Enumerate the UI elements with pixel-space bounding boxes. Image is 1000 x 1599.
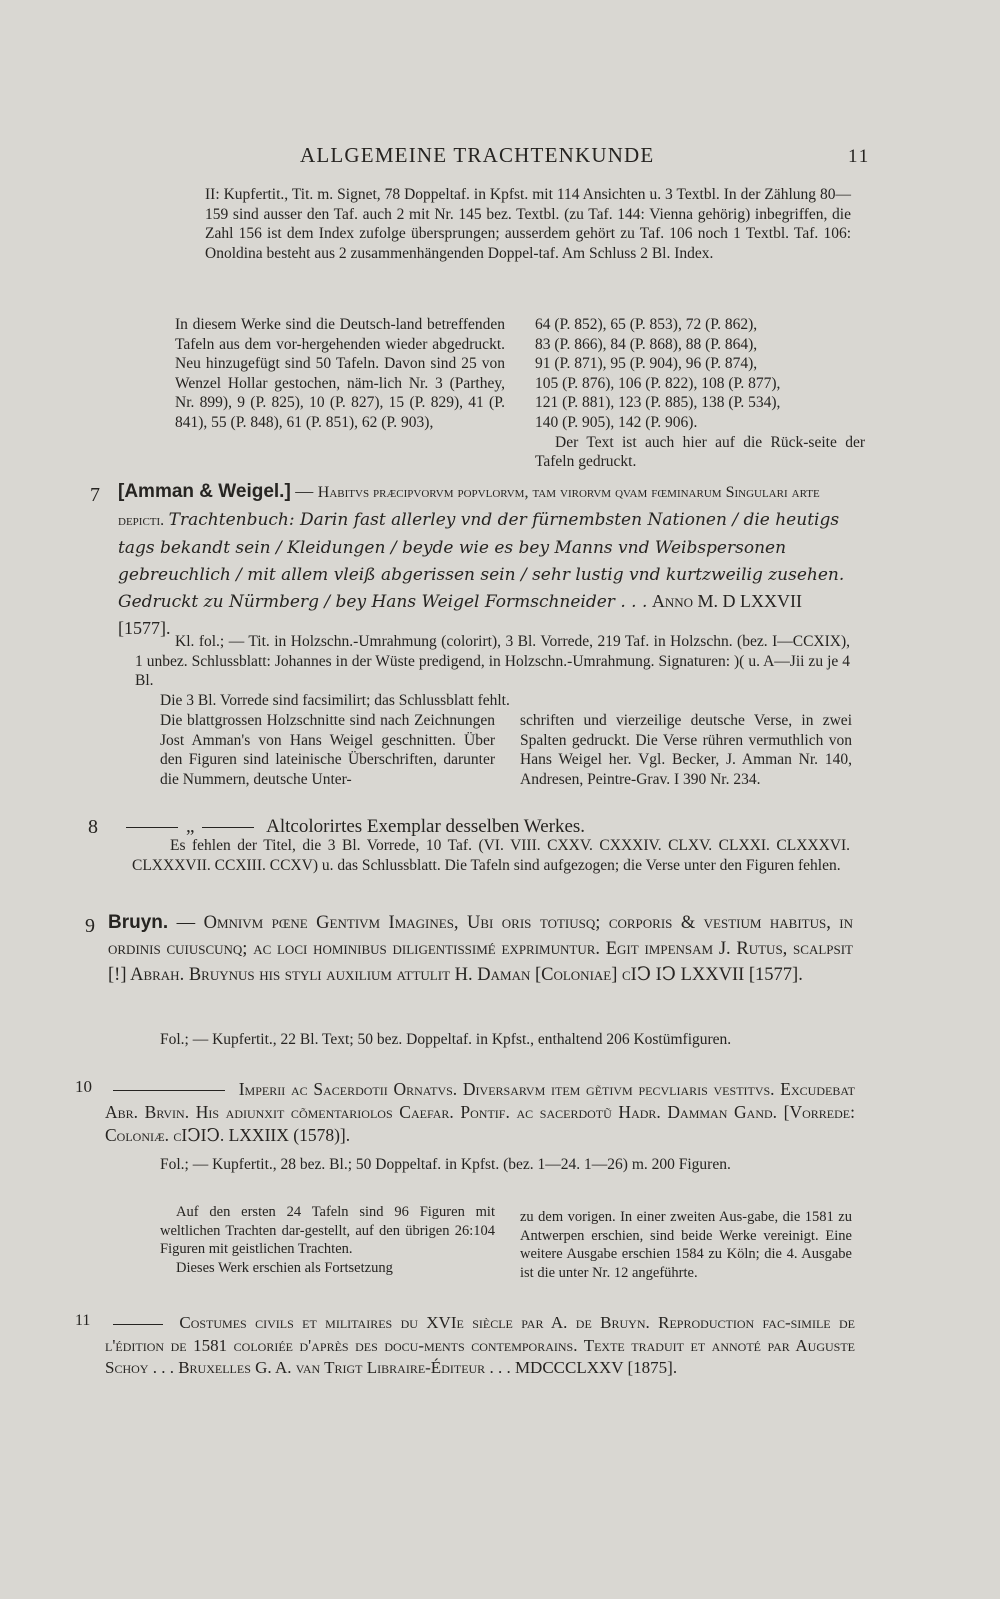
carryover-right-tail: Der Text ist auch hier auf die Rück-seite der Tafeln gedruckt. bbox=[535, 433, 865, 471]
entry-number: 7 bbox=[90, 484, 100, 506]
dash: — bbox=[176, 913, 196, 933]
entry-number: 10 bbox=[75, 1077, 92, 1096]
entry-number: 9 bbox=[85, 915, 95, 937]
entry-10-right-column: zu dem vorigen. In einer zweiten Aus-gabe, die 1581 zu Antwerpen erschien, sind beide Werke vereinigt. Eine weitere Ausgabe erschien 1584 zu Köln; die 4. Ausgabe ist die unter Nr. 12 angeführte. bbox=[520, 1209, 852, 1281]
entry-author: Bruyn. bbox=[108, 912, 169, 933]
entry-7-note: Die 3 Bl. Vorrede sind facsimilirt; das Schlussblatt fehlt. bbox=[160, 692, 510, 709]
latin-title: Habitvs præcipvorvm popvlorvm, tam virorvm qvam fœminarum Singulari arte depicti. bbox=[118, 484, 820, 529]
carryover-left-column: In diesem Werke sind die Deutsch-land betreffenden Tafeln aus dem vor-hergehenden wieder abgedruckt. Neu hinzugefügt sind 50 Tafeln. Davon sind 25 von Wenzel Hollar gestochen, näm-lich Nr. 3 (Parthey, Nr. 899), 9 (P. 825), 10 (P. 827), 15 (P. 829), 41 (P. 841), 55 (P. 848), 61 (P. 851), 62 (P. 903), bbox=[175, 316, 505, 431]
carryover-right-column bbox=[535, 315, 865, 472]
page-number: 11 bbox=[848, 146, 871, 167]
ditto-rule bbox=[126, 827, 178, 828]
entry-number: 11 bbox=[75, 1312, 91, 1329]
hollar-list-line: 105 (P. 876), 106 (P. 822), 108 (P. 877), bbox=[535, 374, 781, 392]
ditto-mark: „ bbox=[186, 816, 195, 837]
entry-10-left-para2: Dieses Werk erschien als Fortsetzung bbox=[176, 1259, 393, 1276]
hollar-list-line: 121 (P. 881), 123 (P. 885), 138 (P. 534), bbox=[535, 394, 781, 412]
entry-7-left-column: Die blattgrossen Holzschnitte sind nach Zeichnungen Jost Amman's von Hans Weigel geschnitten. Über den Figuren sind lateinische Überschriften, darunter die Nummern, deutsche Unter- bbox=[160, 712, 495, 788]
hollar-list-line: 83 (P. 866), 84 (P. 868), 88 (P. 864), bbox=[535, 335, 758, 353]
entry-number: 8 bbox=[88, 816, 98, 838]
entry-7-title bbox=[118, 478, 858, 641]
entry-author: [Amman & Weigel.] bbox=[118, 481, 291, 502]
hollar-list-line: 91 (P. 871), 95 (P. 904), 96 (P. 874), bbox=[535, 355, 758, 373]
entry-10-collation: Fol.; — Kupfertit., 28 bez. Bl.; 50 Doppeltaf. in Kpfst. (bez. 1—24. 1—26) m. 200 Figuren. bbox=[160, 1156, 731, 1173]
ditto-rule bbox=[113, 1324, 163, 1325]
ditto-rule bbox=[202, 827, 254, 828]
entry-8-note: Es fehlen der Titel, die 3 Bl. Vorrede, 10 Taf. (VI. VIII. CXXV. CXXXIV. CLXV. CLXXI. CLXXXVI. CLXXXVII. CCXIII. CCXV) u. das Schlussblatt. Die Tafeln sind aufgezogen; die Verse unter den Figuren fehlen. bbox=[132, 837, 850, 874]
entry-11-title bbox=[105, 1312, 855, 1380]
imprint: Anno M. D LXXVII [1577]. bbox=[118, 591, 803, 638]
running-title: ALLGEMEINE TRACHTENKUNDE bbox=[300, 143, 655, 167]
hollar-list-line: 64 (P. 852), 65 (P. 853), 72 (P. 862), bbox=[535, 316, 758, 333]
entry-title: Imperii ac Sacerdotii Ornatvs. Diversarvm item gẽtivm pecvliaris vestitvs. Excudebat Abr. Brvin. His adiunxit cõmentariolos Caefar. Pontif. ac sacerdotũ Hadr. Damman Gand. [Vorrede: Coloniæ. cIↃIↃ. LXXIIX (1578)]. bbox=[105, 1079, 855, 1145]
dash: — bbox=[295, 481, 314, 501]
ditto-rule bbox=[113, 1090, 225, 1091]
entry-10-title bbox=[105, 1078, 855, 1147]
entry-title: Omnivm pœne Gentivm Imagines, Ubi oris totiusq; corporis & vestium habitus, in ordinis cuiuscunq; ac loci hominibus diligentissimé exprimuntur. Egit impensam J. Rutus, scalpsit [!] Abrah. Bruynus his styli auxilium attulit H. Daman [Coloniae] cIↃ IↃ LXXVII [1577]. bbox=[108, 913, 854, 985]
carryover-paragraph: II: Kupfertit., Tit. m. Signet, 78 Doppeltaf. in Kpfst. mit 114 Ansichten u. 3 Textbl. In der Zählung 80—159 sind ausser den Taf. auch 2 mit Nr. 145 bez. Textbl. (zu Taf. 144: Vienna gehörig) inbegriffen, die Zahl 156 ist dem Index zufolge übersprungen; ausserdem gehört zu Taf. 106 noch 1 Textbl. Taf. 106: Onoldina besteht aus 2 zusammenhängenden Doppel-taf. Am Schluss 2 Bl. Index. bbox=[205, 186, 851, 262]
entry-10-left-column bbox=[160, 1203, 495, 1277]
entry-7-right-column: schriften und vierzeilige deutsche Verse, in zwei Spalten gedruckt. Die Verse rühren vermuthlich von Hans Weigel her. Vgl. Becker, J. Amman Nr. 140, Andresen, Peintre-Grav. I 390 Nr. 234. bbox=[520, 712, 852, 788]
entry-title: Costumes civils et militaires du XVIe siècle par A. de Bruyn. Reproduction fac-simile de l'édition de 1581 coloriée d'après des docu-ments contemporains. Texte traduit et annoté par Auguste Schoy . . . Bruxelles G. A. van Trigt Libraire-Éditeur . . . MDCCCLXXV [1875]. bbox=[105, 1313, 855, 1377]
entry-9-collation: Fol.; — Kupfertit., 22 Bl. Text; 50 bez. Doppeltaf. in Kpfst., enthaltend 206 Kostümfiguren. bbox=[160, 1031, 732, 1048]
entry-title: Altcolorirtes Exemplar desselben Werkes. bbox=[266, 816, 586, 837]
fraktur-title: Trachtenbuch: Darin fast allerley vnd der fürnembsten Nationen / die heutigs tags bekandt sein / Kleidungen / beyde wie es bey Manns vnd Weibspersonen gebreuchlich / mit allem vleiß abgerissen sein / sehr lustig vnd kurtzweilig zusehen. Gedruckt zu Nürmberg / bey Hans Weigel Formschneider . . . bbox=[118, 510, 845, 612]
entry-9-title bbox=[108, 910, 853, 988]
entry-7-collation: Kl. fol.; — Tit. in Holzschn.-Umrahmung (colorirt), 3 Bl. Vorrede, 219 Taf. in Holzschn. (bez. I—CCXIX), 1 unbez. Schlussblatt: Johannes in der Wüste predigend, in Holzschn.-Umrahmung. Signaturen: )( u. A—Jii zu je 4 Bl. bbox=[135, 633, 850, 690]
entry-10-left-para: Auf den ersten 24 Tafeln sind 96 Figuren mit weltlichen Trachten dar-gestellt, auf den übrigen 26:104 Figuren mit geistlichen Trachten. bbox=[160, 1204, 495, 1257]
hollar-list-line: 140 (P. 905), 142 (P. 906). bbox=[535, 413, 698, 431]
